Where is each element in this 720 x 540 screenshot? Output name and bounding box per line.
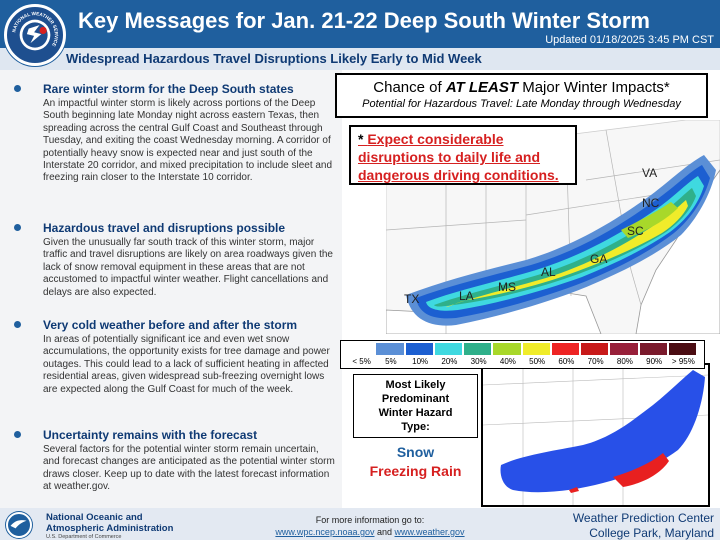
impact-map-title: Chance of AT LEAST Major Winter Impacts* bbox=[373, 79, 670, 96]
key-message-heading: Uncertainty remains with the forecast bbox=[43, 428, 258, 442]
bullet-icon bbox=[14, 321, 21, 328]
legend-label: > 95% bbox=[671, 357, 695, 366]
hazard-label-line: Winter Hazard bbox=[378, 407, 453, 419]
impact-note-box bbox=[349, 125, 577, 185]
hazard-freezing-rain-label: Freezing Rain bbox=[369, 463, 462, 479]
nws-logo-ring-text: NATIONAL WEATHER SERVICE bbox=[11, 11, 59, 48]
noaa-logo bbox=[6, 512, 32, 538]
state-label-ms: MS bbox=[498, 280, 516, 294]
state-label-al: AL bbox=[541, 265, 556, 279]
header-bar bbox=[0, 0, 720, 48]
impact-map-title-box bbox=[335, 73, 708, 118]
legend-swatch bbox=[493, 343, 520, 355]
key-message-heading: Hazardous travel and disruptions possible bbox=[43, 221, 286, 235]
legend-label: 10% bbox=[412, 357, 429, 366]
hazard-label-line: Predominant bbox=[381, 393, 450, 405]
legend-swatch bbox=[610, 343, 637, 355]
weather-gov-link[interactable]: www.weather.gov bbox=[394, 527, 465, 537]
key-message-body: An impactful winter storm is likely across portions of the Deep South beginning late Monday night across eastern Texas, then spreading across the central Gulf Coast and Southeast through Tuesday, and exiting the coast Wednesday morning. A corridor of potentially heavy snow is expected near and just south of the Interstate 20 corridor, and mixed precipitation to include sleet and freezing rain closer to the Interstate 10 corridor. bbox=[43, 98, 333, 184]
legend-label: 90% bbox=[646, 357, 663, 366]
key-message-3 bbox=[14, 318, 336, 396]
hazard-type-map bbox=[481, 363, 710, 507]
legend-label: 70% bbox=[587, 357, 604, 366]
legend-label: 80% bbox=[616, 357, 633, 366]
noaa-dept: U.S. Department of Commerce bbox=[46, 534, 122, 540]
key-message-body: In areas of potentially significant ice and even wet snow accumulations, the opportunity exists for tree damage and power outages. This could lead to a lack of sufficient heating in affected residential areas, given widespread sub-freezing overnight lows are expected along the Gulf Coast for much of the week. bbox=[43, 334, 330, 395]
legend-label: 50% bbox=[529, 357, 546, 366]
probability-legend bbox=[340, 340, 705, 369]
legend-swatch bbox=[406, 343, 433, 355]
noaa-org-name: National Oceanic and Atmospheric Administration bbox=[46, 512, 174, 534]
subtitle-bar bbox=[0, 48, 720, 70]
legend-label: 60% bbox=[558, 357, 575, 366]
legend-swatch bbox=[347, 343, 374, 355]
legend-swatch bbox=[552, 343, 579, 355]
key-message-4 bbox=[14, 428, 336, 494]
key-message-body: Several factors for the potential winter storm remain uncertain, and forecast changes are anticipated as the potential winter storm draws closer. Keep up to date with the latest forecast information at weather.gov. bbox=[43, 444, 335, 493]
impact-map-subtitle: Potential for Hazardous Travel: Late Monday through Wednesday bbox=[362, 98, 681, 110]
nws-logo bbox=[4, 4, 66, 66]
hazard-snow-label: Snow bbox=[396, 444, 435, 460]
footer-bar bbox=[0, 508, 720, 540]
page-subtitle: Widespread Hazardous Travel Disruptions Likely Early to Mid Week bbox=[66, 51, 482, 66]
state-label-sc: SC bbox=[627, 224, 644, 238]
legend-swatch bbox=[376, 343, 403, 355]
hazard-type-map-svg bbox=[483, 365, 708, 505]
page-title: Key Messages for Jan. 21-22 Deep South Winter Storm bbox=[78, 8, 650, 33]
key-message-1 bbox=[14, 82, 336, 185]
wpc-link[interactable]: www.wpc.ncep.noaa.gov bbox=[275, 527, 375, 537]
key-message-2 bbox=[14, 221, 336, 299]
state-label-nc: NC bbox=[642, 196, 660, 210]
hazard-label-line: Type: bbox=[401, 421, 430, 433]
wpc-credit: Weather Prediction Center College Park, Maryland bbox=[572, 511, 714, 540]
impact-note-line-1: * Expect considerable bbox=[358, 131, 504, 147]
bullet-icon bbox=[14, 224, 21, 231]
legend-swatch bbox=[581, 343, 608, 355]
key-message-heading: Rare winter storm for the Deep South states bbox=[43, 82, 294, 96]
legend-swatch bbox=[640, 343, 667, 355]
hazard-label-line: Most Likely bbox=[385, 379, 446, 391]
legend-label: 20% bbox=[441, 357, 458, 366]
legend-label: 5% bbox=[385, 357, 397, 366]
state-label-va: VA bbox=[642, 166, 658, 180]
legend-swatch bbox=[435, 343, 462, 355]
legend-swatch bbox=[464, 343, 491, 355]
bullet-icon bbox=[14, 85, 21, 92]
impact-note-line-2: disruptions to daily life and bbox=[358, 149, 541, 165]
state-label-ga: GA bbox=[590, 252, 608, 266]
noaa-bird-icon bbox=[8, 514, 30, 536]
bullet-icon bbox=[14, 431, 21, 438]
legend-swatch bbox=[669, 343, 696, 355]
more-info: For more information go to: www.wpc.ncep.noaa.gov and www.weather.gov bbox=[275, 515, 465, 537]
updated-timestamp: Updated 01/18/2025 3:45 PM CST bbox=[545, 34, 714, 46]
key-message-body: Given the unusually far south track of this winter storm, major traffic and travel disruptions are likely on area roadways given the lack of snow removal equipment in these areas that are not accustomed to impactful winter weather. Flight cancellations and delays are also expected. bbox=[43, 237, 333, 298]
legend-label: 30% bbox=[470, 357, 487, 366]
legend-label: < 5% bbox=[352, 357, 371, 366]
legend-swatch bbox=[523, 343, 550, 355]
state-label-tx: TX bbox=[404, 292, 420, 306]
impact-note-line-3: dangerous driving conditions. bbox=[358, 167, 559, 183]
key-message-heading: Very cold weather before and after the storm bbox=[43, 318, 298, 332]
state-label-la: LA bbox=[459, 289, 474, 303]
hazard-type-label-box bbox=[353, 374, 478, 438]
legend-label: 40% bbox=[499, 357, 516, 366]
nws-logo-emblem bbox=[7, 7, 63, 63]
